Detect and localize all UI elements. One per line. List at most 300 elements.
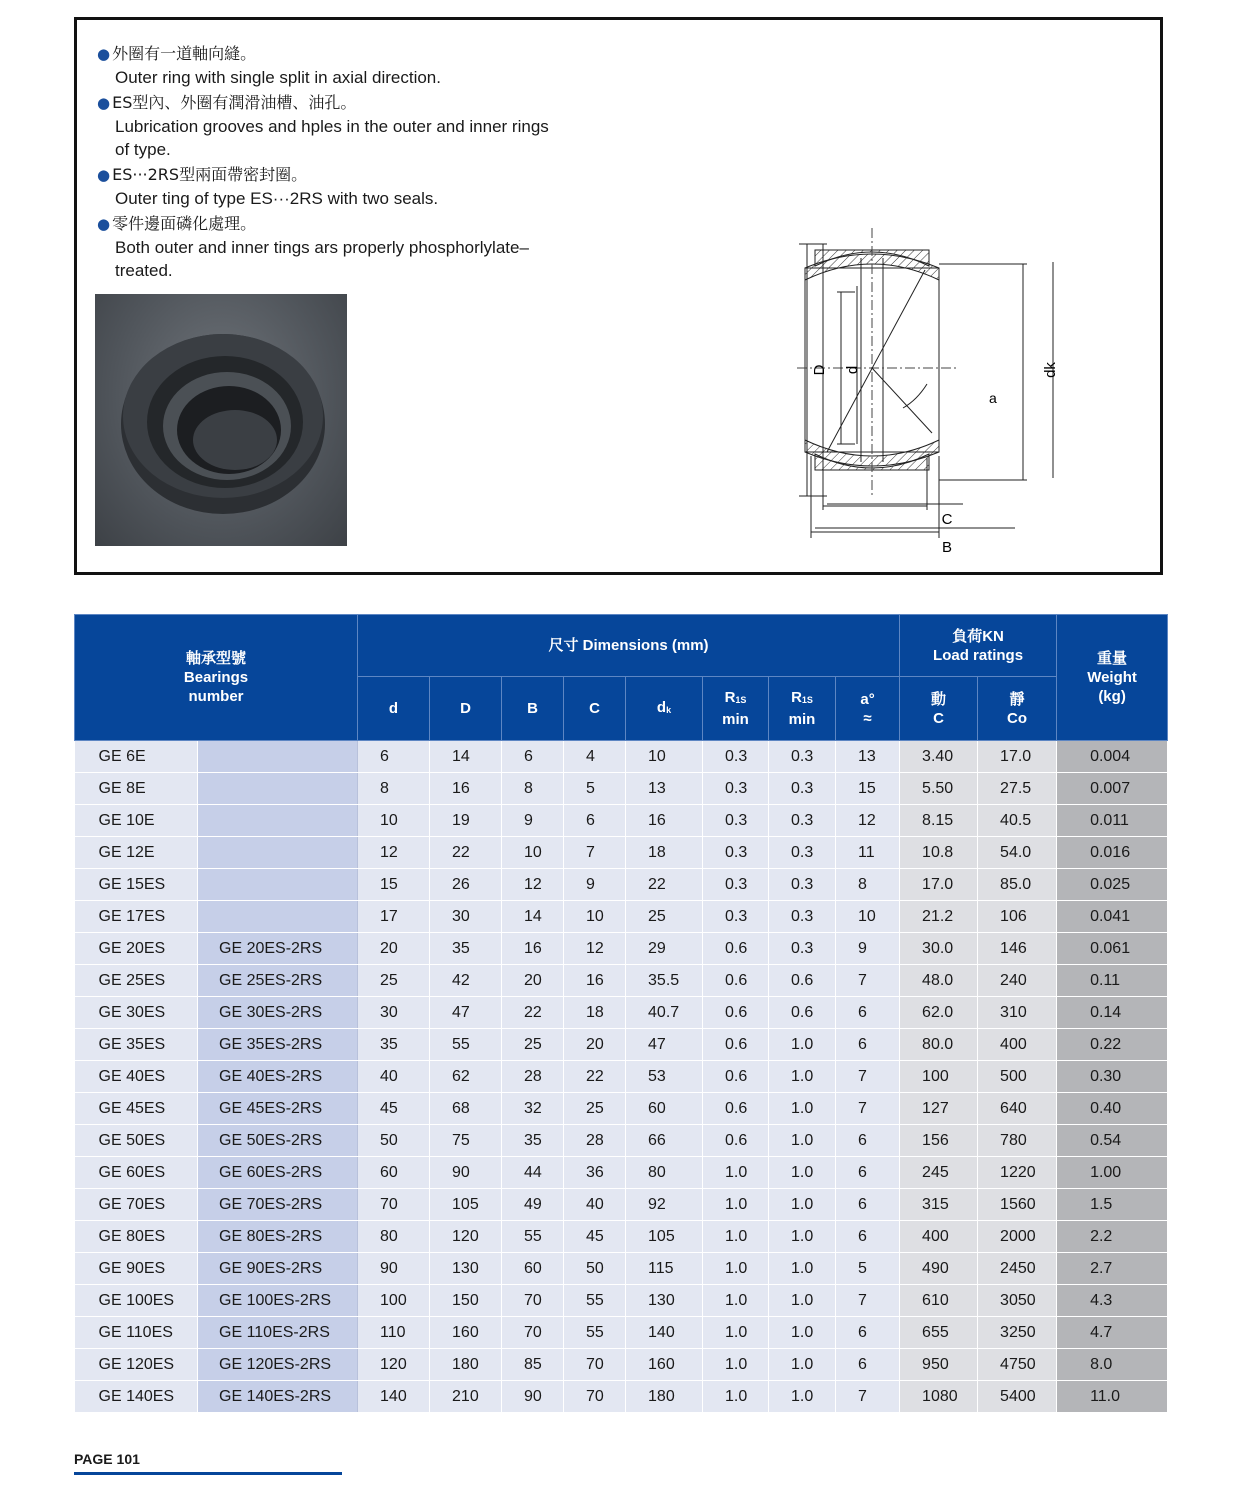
dynamic-load-cell: 315 [900, 1189, 978, 1221]
weight-cell: 0.11 [1057, 965, 1168, 997]
col-dyn: C [933, 709, 944, 727]
D-cell: 26 [430, 869, 502, 901]
r2-cell: 0.3 [769, 773, 836, 805]
B-cell: 85 [502, 1349, 564, 1381]
C-cell: 20 [564, 1029, 626, 1061]
table-row [75, 1189, 1168, 1221]
C-cell: 4 [564, 741, 626, 773]
D-cell: 75 [430, 1125, 502, 1157]
model-cell: GE 10E [75, 805, 198, 837]
D-cell: 14 [430, 741, 502, 773]
model-2rs-cell: GE 45ES-2RS [198, 1093, 358, 1125]
model-cell: GE 90ES [75, 1253, 198, 1285]
dk-cell: 29 [626, 933, 703, 965]
angle-cell: 9 [836, 933, 900, 965]
model-cell: GE 120ES [75, 1349, 198, 1381]
table-row [75, 933, 1168, 965]
d-cell: 110 [358, 1317, 430, 1349]
angle-cell: 6 [836, 1157, 900, 1189]
B-cell: 44 [502, 1157, 564, 1189]
r1-cell: 1.0 [703, 1253, 769, 1285]
B-cell: 70 [502, 1285, 564, 1317]
dk-cell: 18 [626, 837, 703, 869]
r2-cell: 0.6 [769, 997, 836, 1029]
label-C: C [941, 511, 953, 528]
B-cell: 28 [502, 1061, 564, 1093]
feature-zh: 外圈有一道軸向縫。 [112, 44, 257, 63]
table-row [75, 1381, 1168, 1413]
r1-cell: 0.6 [703, 1061, 769, 1093]
C-cell: 6 [564, 805, 626, 837]
angle-cell: 7 [836, 1061, 900, 1093]
bullet-icon: ● [97, 94, 111, 112]
d-cell: 70 [358, 1189, 430, 1221]
r2-cell: 0.3 [769, 837, 836, 869]
r1-cell: 1.0 [703, 1157, 769, 1189]
table-row [75, 901, 1168, 933]
D-cell: 62 [430, 1061, 502, 1093]
dynamic-load-cell: 127 [900, 1093, 978, 1125]
bearing-spec-table [74, 614, 1168, 1413]
static-load-cell: 3050 [978, 1285, 1057, 1317]
col-dyn-zh: 動 [931, 690, 947, 708]
model-2rs-cell: GE 90ES-2RS [198, 1253, 358, 1285]
feature-en: of type. [115, 140, 171, 159]
bearing-photo [95, 294, 347, 546]
col-a-approx: ≈ [863, 709, 872, 727]
r1-cell: 1.0 [703, 1285, 769, 1317]
B-cell: 14 [502, 901, 564, 933]
B-cell: 90 [502, 1381, 564, 1413]
r1-cell: 0.3 [703, 869, 769, 901]
dk-cell: 105 [626, 1221, 703, 1253]
D-cell: 210 [430, 1381, 502, 1413]
table-row [75, 997, 1168, 1029]
static-load-cell: 5400 [978, 1381, 1057, 1413]
angle-cell: 10 [836, 901, 900, 933]
D-cell: 150 [430, 1285, 502, 1317]
C-cell: 55 [564, 1285, 626, 1317]
table-row [75, 1029, 1168, 1061]
r2-cell: 1.0 [769, 1029, 836, 1061]
model-cell: GE 25ES [75, 965, 198, 997]
weight-cell: 0.30 [1057, 1061, 1168, 1093]
bullet-icon: ● [97, 215, 111, 233]
col-dynamic [900, 677, 978, 741]
C-cell: 70 [564, 1349, 626, 1381]
dynamic-load-cell: 10.8 [900, 837, 978, 869]
static-load-cell: 27.5 [978, 773, 1057, 805]
B-cell: 35 [502, 1125, 564, 1157]
static-load-cell: 3250 [978, 1317, 1057, 1349]
dk-cell: 16 [626, 805, 703, 837]
feature-zh: ES型內、外圈有潤滑油槽、油孔。 [112, 93, 357, 112]
col-r1-sub: 1S [735, 695, 747, 705]
col-d: d [358, 677, 430, 741]
model-2rs-cell: GE 20ES-2RS [198, 933, 358, 965]
weight-cell: 0.14 [1057, 997, 1168, 1029]
C-cell: 28 [564, 1125, 626, 1157]
table-row [75, 1125, 1168, 1157]
dynamic-load-cell: 3.40 [900, 741, 978, 773]
D-cell: 68 [430, 1093, 502, 1125]
angle-cell: 5 [836, 1253, 900, 1285]
C-cell: 10 [564, 901, 626, 933]
r2-cell: 1.0 [769, 1381, 836, 1413]
dk-cell: 53 [626, 1061, 703, 1093]
model-2rs-cell: GE 35ES-2RS [198, 1029, 358, 1061]
C-cell: 18 [564, 997, 626, 1029]
static-load-cell: 1560 [978, 1189, 1057, 1221]
dk-cell: 80 [626, 1157, 703, 1189]
model-2rs-cell [198, 773, 358, 805]
static-load-cell: 640 [978, 1093, 1057, 1125]
model-2rs-cell: GE 110ES-2RS [198, 1317, 358, 1349]
model-2rs-cell [198, 901, 358, 933]
r2-cell: 0.3 [769, 741, 836, 773]
C-cell: 70 [564, 1381, 626, 1413]
bullet-icon: ● [97, 45, 111, 63]
feature-en: Both outer and inner tings ars properly phosphorlylate– [115, 238, 529, 257]
bullet-icon: ● [97, 166, 111, 184]
d-cell: 35 [358, 1029, 430, 1061]
B-cell: 16 [502, 933, 564, 965]
col-C: C [564, 677, 626, 741]
static-load-cell: 17.0 [978, 741, 1057, 773]
d-cell: 60 [358, 1157, 430, 1189]
r2-cell: 1.0 [769, 1221, 836, 1253]
d-cell: 40 [358, 1061, 430, 1093]
bearings-zh: 軸承型號 [186, 650, 247, 667]
r2-cell: 1.0 [769, 1189, 836, 1221]
table-row [75, 837, 1168, 869]
dynamic-load-cell: 17.0 [900, 869, 978, 901]
r1-cell: 1.0 [703, 1189, 769, 1221]
model-2rs-cell: GE 40ES-2RS [198, 1061, 358, 1093]
weight-cell: 2.7 [1057, 1253, 1168, 1285]
feature-list [97, 42, 617, 284]
dk-cell: 47 [626, 1029, 703, 1061]
model-2rs-cell [198, 805, 358, 837]
D-cell: 120 [430, 1221, 502, 1253]
feature-en: Lubrication grooves and hples in the outer and inner rings [115, 117, 549, 136]
D-cell: 90 [430, 1157, 502, 1189]
B-cell: 70 [502, 1317, 564, 1349]
bearings-number-header [75, 615, 358, 741]
dynamic-load-cell: 400 [900, 1221, 978, 1253]
C-cell: 5 [564, 773, 626, 805]
d-cell: 6 [358, 741, 430, 773]
static-load-cell: 400 [978, 1029, 1057, 1061]
model-2rs-cell: GE 25ES-2RS [198, 965, 358, 997]
model-cell: GE 20ES [75, 933, 198, 965]
table-row [75, 1285, 1168, 1317]
col-stat-zh: 靜 [1009, 690, 1025, 708]
angle-cell: 6 [836, 1029, 900, 1061]
model-cell: GE 12E [75, 837, 198, 869]
dynamic-load-cell: 100 [900, 1061, 978, 1093]
angle-cell: 7 [836, 1285, 900, 1317]
model-cell: GE 70ES [75, 1189, 198, 1221]
feature-en: treated. [115, 261, 173, 280]
dynamic-load-cell: 62.0 [900, 997, 978, 1029]
B-cell: 8 [502, 773, 564, 805]
angle-cell: 6 [836, 1125, 900, 1157]
r2-cell: 1.0 [769, 1093, 836, 1125]
model-2rs-cell: GE 30ES-2RS [198, 997, 358, 1029]
label-d: d [844, 365, 861, 375]
col-D: D [430, 677, 502, 741]
dk-cell: 13 [626, 773, 703, 805]
r1-cell: 0.3 [703, 773, 769, 805]
D-cell: 47 [430, 997, 502, 1029]
dynamic-load-cell: 5.50 [900, 773, 978, 805]
C-cell: 16 [564, 965, 626, 997]
model-2rs-cell [198, 741, 358, 773]
model-cell: GE 140ES [75, 1381, 198, 1413]
D-cell: 55 [430, 1029, 502, 1061]
dynamic-load-cell: 1080 [900, 1381, 978, 1413]
angle-cell: 6 [836, 1189, 900, 1221]
weight-cell: 0.40 [1057, 1093, 1168, 1125]
col-r1-main: R [724, 689, 736, 706]
d-cell: 10 [358, 805, 430, 837]
angle-cell: 7 [836, 1093, 900, 1125]
bearings-en: Bearings [183, 669, 249, 686]
d-cell: 15 [358, 869, 430, 901]
C-cell: 25 [564, 1093, 626, 1125]
table-row [75, 1157, 1168, 1189]
feature-zh: 零件邊面磷化處理。 [112, 214, 257, 233]
dynamic-load-cell: 80.0 [900, 1029, 978, 1061]
dynamic-load-cell: 8.15 [900, 805, 978, 837]
model-cell: GE 60ES [75, 1157, 198, 1189]
page-number: PAGE 101 [74, 1451, 140, 1467]
r1-cell: 0.6 [703, 933, 769, 965]
table-row [75, 869, 1168, 901]
static-load-cell: 4750 [978, 1349, 1057, 1381]
static-load-cell: 240 [978, 965, 1057, 997]
D-cell: 16 [430, 773, 502, 805]
r2-cell: 1.0 [769, 1349, 836, 1381]
D-cell: 35 [430, 933, 502, 965]
D-cell: 22 [430, 837, 502, 869]
C-cell: 40 [564, 1189, 626, 1221]
table-row [75, 1061, 1168, 1093]
r2-cell: 0.3 [769, 805, 836, 837]
dynamic-load-cell: 950 [900, 1349, 978, 1381]
C-cell: 50 [564, 1253, 626, 1285]
static-load-cell: 106 [978, 901, 1057, 933]
table-row [75, 1253, 1168, 1285]
weight-cell: 2.2 [1057, 1221, 1168, 1253]
model-cell: GE 15ES [75, 869, 198, 901]
angle-cell: 15 [836, 773, 900, 805]
B-cell: 12 [502, 869, 564, 901]
weight-unit: (kg) [1098, 688, 1126, 705]
r2-cell: 0.3 [769, 933, 836, 965]
weight-cell: 1.5 [1057, 1189, 1168, 1221]
C-cell: 36 [564, 1157, 626, 1189]
C-cell: 22 [564, 1061, 626, 1093]
model-cell: GE 8E [75, 773, 198, 805]
weight-cell: 11.0 [1057, 1381, 1168, 1413]
model-cell: GE 30ES [75, 997, 198, 1029]
B-cell: 10 [502, 837, 564, 869]
r1-cell: 0.3 [703, 837, 769, 869]
table-row [75, 965, 1168, 997]
r1-cell: 1.0 [703, 1221, 769, 1253]
intro-panel [74, 17, 1163, 575]
dk-cell: 130 [626, 1285, 703, 1317]
weight-cell: 4.3 [1057, 1285, 1168, 1317]
angle-cell: 13 [836, 741, 900, 773]
D-cell: 19 [430, 805, 502, 837]
dynamic-load-cell: 610 [900, 1285, 978, 1317]
C-cell: 55 [564, 1317, 626, 1349]
dk-cell: 60 [626, 1093, 703, 1125]
weight-cell: 0.54 [1057, 1125, 1168, 1157]
label-dk: dk [1042, 362, 1059, 378]
static-load-cell: 2450 [978, 1253, 1057, 1285]
B-cell: 9 [502, 805, 564, 837]
d-cell: 90 [358, 1253, 430, 1285]
weight-cell: 0.22 [1057, 1029, 1168, 1061]
r1-cell: 0.3 [703, 741, 769, 773]
table-row [75, 805, 1168, 837]
feature-item [97, 91, 617, 161]
weight-header [1057, 615, 1168, 741]
table-row [75, 1093, 1168, 1125]
table-row [75, 741, 1168, 773]
col-dk [626, 677, 703, 741]
B-cell: 49 [502, 1189, 564, 1221]
C-cell: 7 [564, 837, 626, 869]
r1-cell: 1.0 [703, 1349, 769, 1381]
static-load-cell: 2000 [978, 1221, 1057, 1253]
col-r2-sub: 1S [801, 695, 813, 705]
weight-cell: 1.00 [1057, 1157, 1168, 1189]
d-cell: 25 [358, 965, 430, 997]
r2-cell: 1.0 [769, 1253, 836, 1285]
dynamic-load-cell: 655 [900, 1317, 978, 1349]
dk-cell: 160 [626, 1349, 703, 1381]
col-r2 [769, 677, 836, 741]
B-cell: 55 [502, 1221, 564, 1253]
dk-cell: 92 [626, 1189, 703, 1221]
r2-cell: 0.3 [769, 869, 836, 901]
r2-cell: 1.0 [769, 1125, 836, 1157]
feature-item [97, 42, 617, 89]
r1-cell: 0.6 [703, 1093, 769, 1125]
r2-cell: 0.6 [769, 965, 836, 997]
dynamic-load-cell: 30.0 [900, 933, 978, 965]
model-2rs-cell: GE 100ES-2RS [198, 1285, 358, 1317]
col-r2-min: min [788, 711, 816, 728]
r2-cell: 1.0 [769, 1285, 836, 1317]
dk-cell: 115 [626, 1253, 703, 1285]
dimensions-header: 尺寸 Dimensions (mm) [358, 615, 900, 677]
D-cell: 105 [430, 1189, 502, 1221]
D-cell: 42 [430, 965, 502, 997]
table-row [75, 1349, 1168, 1381]
spec-table-body [75, 741, 1168, 1413]
weight-zh: 重量 [1097, 650, 1128, 667]
d-cell: 30 [358, 997, 430, 1029]
model-2rs-cell: GE 70ES-2RS [198, 1189, 358, 1221]
load-zh: 負荷KN [952, 627, 1004, 645]
col-B: B [502, 677, 564, 741]
static-load-cell: 500 [978, 1061, 1057, 1093]
load-en: Load ratings [933, 646, 1024, 664]
angle-cell: 6 [836, 1221, 900, 1253]
r2-cell: 1.0 [769, 1317, 836, 1349]
feature-item [97, 212, 617, 282]
feature-en: Outer ting of type ES···2RS with two seals. [115, 189, 439, 208]
weight-cell: 0.041 [1057, 901, 1168, 933]
col-r2-main: R [791, 689, 802, 706]
col-stat: Co [1007, 709, 1028, 727]
col-static [978, 677, 1057, 741]
col-a [836, 677, 900, 741]
angle-cell: 7 [836, 1381, 900, 1413]
model-cell: GE 110ES [75, 1317, 198, 1349]
C-cell: 12 [564, 933, 626, 965]
weight-cell: 0.004 [1057, 741, 1168, 773]
d-cell: 12 [358, 837, 430, 869]
dk-cell: 25 [626, 901, 703, 933]
weight-cell: 8.0 [1057, 1349, 1168, 1381]
model-cell: GE 100ES [75, 1285, 198, 1317]
r1-cell: 0.6 [703, 965, 769, 997]
dynamic-load-cell: 156 [900, 1125, 978, 1157]
r2-cell: 0.3 [769, 901, 836, 933]
col-a-main: a° [860, 690, 875, 708]
dynamic-load-cell: 245 [900, 1157, 978, 1189]
r2-cell: 1.0 [769, 1061, 836, 1093]
d-cell: 20 [358, 933, 430, 965]
feature-item [97, 163, 617, 210]
dynamic-load-cell: 48.0 [900, 965, 978, 997]
model-2rs-cell [198, 869, 358, 901]
d-cell: 8 [358, 773, 430, 805]
r2-cell: 1.0 [769, 1157, 836, 1189]
angle-cell: 11 [836, 837, 900, 869]
model-cell: GE 80ES [75, 1221, 198, 1253]
static-load-cell: 310 [978, 997, 1057, 1029]
weight-cell: 0.011 [1057, 805, 1168, 837]
d-cell: 80 [358, 1221, 430, 1253]
model-cell: GE 45ES [75, 1093, 198, 1125]
col-r1-min: min [722, 711, 749, 728]
B-cell: 22 [502, 997, 564, 1029]
D-cell: 180 [430, 1349, 502, 1381]
r1-cell: 0.6 [703, 1125, 769, 1157]
static-load-cell: 54.0 [978, 837, 1057, 869]
r1-cell: 0.6 [703, 997, 769, 1029]
r1-cell: 1.0 [703, 1381, 769, 1413]
weight-cell: 4.7 [1057, 1317, 1168, 1349]
angle-cell: 7 [836, 965, 900, 997]
B-cell: 60 [502, 1253, 564, 1285]
dynamic-load-cell: 490 [900, 1253, 978, 1285]
page-rule [74, 1472, 342, 1475]
dk-cell: 66 [626, 1125, 703, 1157]
bearings-en2: number [188, 688, 244, 705]
col-r1 [703, 677, 769, 741]
weight-cell: 0.016 [1057, 837, 1168, 869]
col-dk-sub: k [666, 704, 672, 715]
